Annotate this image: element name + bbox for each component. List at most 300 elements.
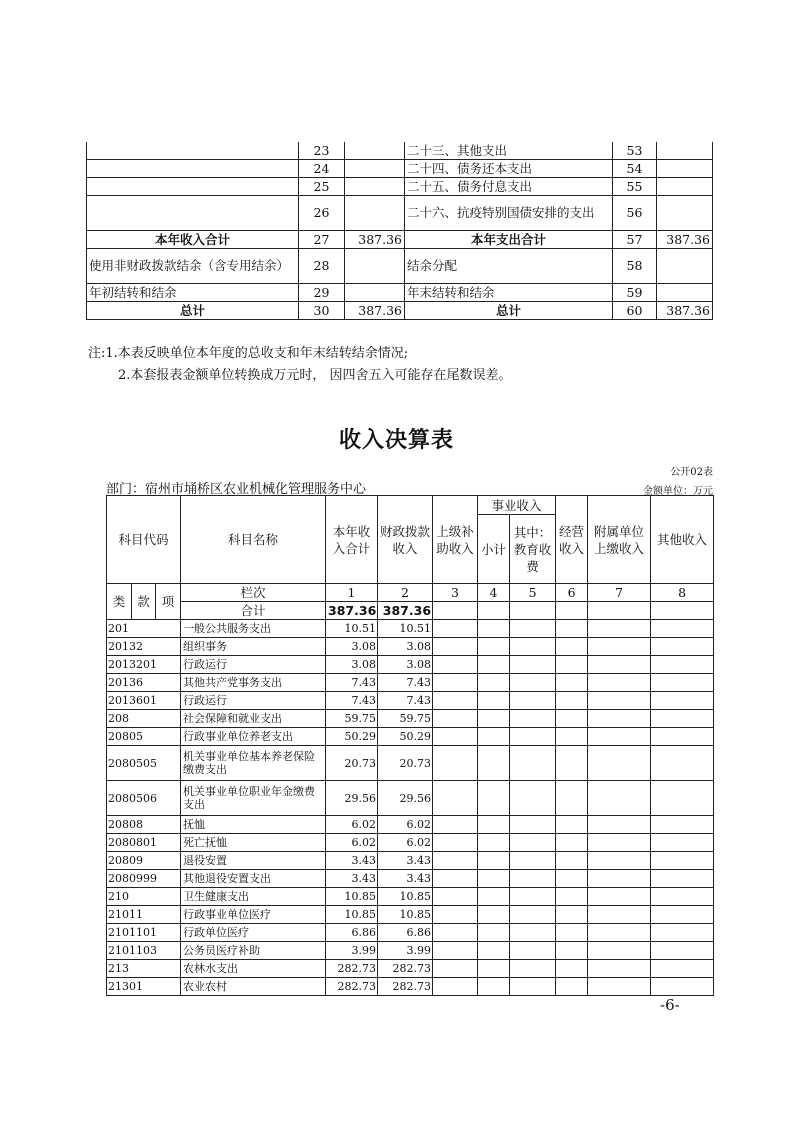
- row-empty-cell: [588, 656, 651, 674]
- row-empty-cell: [588, 960, 651, 978]
- row-name: 抚恤: [181, 816, 326, 834]
- row-empty-cell: [433, 781, 478, 816]
- summary-left-value: [345, 160, 405, 178]
- row-code: 2013201: [107, 656, 181, 674]
- sum-total: 387.36: [326, 602, 378, 620]
- row-fiscal: 10.85: [378, 906, 433, 924]
- row-total: 59.75: [326, 710, 378, 728]
- row-empty-cell: [556, 888, 588, 906]
- row-empty-cell: [433, 852, 478, 870]
- income-table: [106, 495, 714, 996]
- row-empty-cell: [588, 924, 651, 942]
- row-code: 210: [107, 888, 181, 906]
- col-number: 4: [478, 584, 510, 602]
- summary-right-value: [657, 142, 713, 160]
- summary-left-label: [87, 142, 299, 160]
- row-empty-cell: [433, 870, 478, 888]
- col-number: 7: [588, 584, 651, 602]
- row-empty-cell: [651, 834, 714, 852]
- summary-right-value: [657, 160, 713, 178]
- summary-right-label: 结余分配: [405, 249, 613, 284]
- col-number: 1: [326, 584, 378, 602]
- summary-left-label: [87, 160, 299, 178]
- header-fiscal: 财政拨款收入: [378, 496, 433, 584]
- summary-row: [87, 231, 713, 249]
- row-empty-cell: [433, 906, 478, 924]
- row-empty-cell: [478, 834, 510, 852]
- row-code: 20136: [107, 674, 181, 692]
- row-empty-cell: [433, 978, 478, 996]
- row-fiscal: 59.75: [378, 710, 433, 728]
- row-fiscal: 3.08: [378, 638, 433, 656]
- row-total: 282.73: [326, 960, 378, 978]
- table-row: [107, 906, 714, 924]
- row-total: 3.08: [326, 656, 378, 674]
- row-empty-cell: [510, 746, 556, 781]
- row-empty-cell: [651, 638, 714, 656]
- row-name: 公务员医疗补助: [181, 942, 326, 960]
- row-fiscal: 50.29: [378, 728, 433, 746]
- sum-label: 合计: [181, 602, 326, 620]
- row-empty-cell: [478, 620, 510, 638]
- row-empty-cell: [588, 674, 651, 692]
- row-empty-cell: [478, 888, 510, 906]
- page-title: 收入决算表: [338, 428, 454, 453]
- row-fiscal: 3.08: [378, 656, 433, 674]
- summary-right-number: 55: [613, 178, 657, 196]
- row-total: 3.99: [326, 942, 378, 960]
- row-code: 20132: [107, 638, 181, 656]
- header-superior: 上级补助收入: [433, 496, 478, 584]
- header-business-subtotal: 小计: [478, 515, 510, 584]
- row-name: 行政事业单位养老支出: [181, 728, 326, 746]
- header-name: 科目名称: [181, 496, 326, 584]
- row-empty-cell: [556, 906, 588, 924]
- summary-right-value: [657, 284, 713, 302]
- row-name: 其他退役安置支出: [181, 870, 326, 888]
- header-xiang: 项: [156, 584, 181, 620]
- summary-row: [87, 249, 713, 284]
- form-number: 公开02表: [670, 467, 713, 478]
- summary-left-number: 27: [299, 231, 345, 249]
- summary-left-number: 26: [299, 196, 345, 231]
- summary-row: [87, 178, 713, 196]
- row-empty-cell: [510, 960, 556, 978]
- row-fiscal: 6.02: [378, 834, 433, 852]
- header-code: 科目代码: [107, 496, 181, 584]
- row-empty-cell: [651, 674, 714, 692]
- row-empty-cell: [556, 816, 588, 834]
- summary-left-value: [345, 284, 405, 302]
- summary-right-label: 年末结转和结余: [405, 284, 613, 302]
- table-row: [107, 870, 714, 888]
- row-empty-cell: [433, 746, 478, 781]
- summary-left-value: 387.36: [345, 231, 405, 249]
- row-name: 机关事业单位职业年金缴费支出: [181, 781, 326, 816]
- header-business-edu: 其中：教育收费: [510, 515, 556, 584]
- summary-right-number: 53: [613, 142, 657, 160]
- row-code: 2080505: [107, 746, 181, 781]
- row-total: 10.51: [326, 620, 378, 638]
- row-total: 282.73: [326, 978, 378, 996]
- table-row: [107, 834, 714, 852]
- summary-row: [87, 142, 713, 160]
- summary-right-number: 58: [613, 249, 657, 284]
- row-empty-cell: [651, 924, 714, 942]
- table-row: [107, 746, 714, 781]
- row-name: 行政单位医疗: [181, 924, 326, 942]
- row-fiscal: 7.43: [378, 674, 433, 692]
- row-empty-cell: [556, 942, 588, 960]
- row-empty-cell: [510, 692, 556, 710]
- row-empty-cell: [651, 816, 714, 834]
- row-empty-cell: [510, 728, 556, 746]
- summary-left-number: 24: [299, 160, 345, 178]
- row-empty-cell: [478, 728, 510, 746]
- summary-left-label: [87, 178, 299, 196]
- summary-left-number: 29: [299, 284, 345, 302]
- row-empty-cell: [478, 942, 510, 960]
- summary-right-value: [657, 178, 713, 196]
- row-empty-cell: [651, 710, 714, 728]
- row-empty-cell: [478, 781, 510, 816]
- summary-right-value: 387.36: [657, 231, 713, 249]
- row-empty-cell: [478, 692, 510, 710]
- row-total: 20.73: [326, 746, 378, 781]
- row-empty-cell: [651, 870, 714, 888]
- col-number: 2: [378, 584, 433, 602]
- row-empty-cell: [510, 638, 556, 656]
- row-empty-cell: [588, 888, 651, 906]
- row-empty-cell: [478, 656, 510, 674]
- row-empty-cell: [588, 942, 651, 960]
- summary-left-number: 25: [299, 178, 345, 196]
- summary-right-number: 54: [613, 160, 657, 178]
- summary-right-label: 总计: [405, 302, 613, 320]
- row-fiscal: 6.86: [378, 924, 433, 942]
- summary-left-number: 30: [299, 302, 345, 320]
- header-row: [107, 496, 714, 515]
- row-empty-cell: [478, 978, 510, 996]
- row-code: 201: [107, 620, 181, 638]
- header-other: 其他收入: [651, 496, 714, 584]
- summary-left-value: [345, 142, 405, 160]
- row-empty-cell: [556, 728, 588, 746]
- row-code: 2080801: [107, 834, 181, 852]
- row-empty-cell: [588, 852, 651, 870]
- summary-left-value: 387.36: [345, 302, 405, 320]
- summary-right-number: 57: [613, 231, 657, 249]
- row-empty-cell: [588, 978, 651, 996]
- row-fiscal: 282.73: [378, 978, 433, 996]
- row-name: 其他共产党事务支出: [181, 674, 326, 692]
- row-name: 死亡抚恤: [181, 834, 326, 852]
- row-fiscal: 3.43: [378, 870, 433, 888]
- row-total: 29.56: [326, 781, 378, 816]
- row-empty-cell: [556, 852, 588, 870]
- row-code: 2101103: [107, 942, 181, 960]
- row-empty-cell: [433, 638, 478, 656]
- col-number: 3: [433, 584, 478, 602]
- row-empty-cell: [588, 620, 651, 638]
- table-row: [107, 942, 714, 960]
- header-kuan: 款: [132, 584, 156, 620]
- row-code: 213: [107, 960, 181, 978]
- row-empty-cell: [433, 960, 478, 978]
- row-empty-cell: [588, 746, 651, 781]
- row-empty-cell: [651, 781, 714, 816]
- row-empty-cell: [651, 978, 714, 996]
- note-2: 2.本套报表金额单位转换成万元时， 因四舍五入可能存在尾数误差。: [118, 368, 512, 383]
- row-empty-cell: [433, 816, 478, 834]
- row-code: 208: [107, 710, 181, 728]
- table-row: [107, 728, 714, 746]
- summary-left-number: 28: [299, 249, 345, 284]
- row-empty-cell: [588, 781, 651, 816]
- row-name: 行政事业单位医疗: [181, 906, 326, 924]
- table-row: [107, 924, 714, 942]
- row-empty-cell: [556, 674, 588, 692]
- row-total: 10.85: [326, 906, 378, 924]
- row-total: 3.43: [326, 870, 378, 888]
- row-total: 10.85: [326, 888, 378, 906]
- row-total: 50.29: [326, 728, 378, 746]
- row-empty-cell: [433, 728, 478, 746]
- row-empty-cell: [510, 942, 556, 960]
- row-empty-cell: [510, 781, 556, 816]
- row-fiscal: 3.43: [378, 852, 433, 870]
- row-name: 组织事务: [181, 638, 326, 656]
- row-code: 21301: [107, 978, 181, 996]
- summary-right-value: [657, 249, 713, 284]
- row-code: 20805: [107, 728, 181, 746]
- row-empty-cell: [651, 692, 714, 710]
- col-label: 栏次: [181, 584, 326, 602]
- unit-label: 金额单位：万元: [643, 486, 713, 497]
- row-empty-cell: [478, 746, 510, 781]
- row-total: 6.02: [326, 816, 378, 834]
- row-empty-cell: [556, 834, 588, 852]
- row-code: 20808: [107, 816, 181, 834]
- row-empty-cell: [651, 888, 714, 906]
- row-fiscal: 3.99: [378, 942, 433, 960]
- header-affiliated: 附属单位上缴收入: [588, 496, 651, 584]
- col-number-row: [107, 584, 714, 602]
- table-row: [107, 960, 714, 978]
- summary-right-label: 二十四、债务还本支出: [405, 160, 613, 178]
- summary-right-number: 59: [613, 284, 657, 302]
- sum-fiscal: 387.36: [378, 602, 433, 620]
- table-row: [107, 852, 714, 870]
- row-total: 7.43: [326, 674, 378, 692]
- row-code: 20809: [107, 852, 181, 870]
- row-empty-cell: [588, 692, 651, 710]
- row-empty-cell: [510, 674, 556, 692]
- row-fiscal: 6.02: [378, 816, 433, 834]
- row-empty-cell: [478, 924, 510, 942]
- row-empty-cell: [510, 656, 556, 674]
- row-fiscal: 29.56: [378, 781, 433, 816]
- row-empty-cell: [433, 942, 478, 960]
- col-number: 8: [651, 584, 714, 602]
- row-empty-cell: [433, 924, 478, 942]
- row-empty-cell: [556, 924, 588, 942]
- summary-right-number: 60: [613, 302, 657, 320]
- row-fiscal: 7.43: [378, 692, 433, 710]
- row-empty-cell: [556, 638, 588, 656]
- department-label: 部门：宿州市埇桥区农业机械化管理服务中心: [106, 482, 367, 497]
- row-empty-cell: [556, 960, 588, 978]
- col-number: 5: [510, 584, 556, 602]
- summary-right-label: 二十三、其他支出: [405, 142, 613, 160]
- note-1: 注:1.本表反映单位本年度的总收支和年末结转结余情况;: [88, 346, 409, 361]
- row-empty-cell: [556, 656, 588, 674]
- row-empty-cell: [556, 781, 588, 816]
- table-row: [107, 816, 714, 834]
- row-name: 行政运行: [181, 656, 326, 674]
- summary-row: [87, 302, 713, 320]
- row-empty-cell: [510, 924, 556, 942]
- sum-row: [107, 602, 714, 620]
- table-row: [107, 781, 714, 816]
- row-empty-cell: [510, 906, 556, 924]
- table-row: [107, 978, 714, 996]
- row-empty-cell: [510, 710, 556, 728]
- row-empty-cell: [433, 620, 478, 638]
- row-total: 3.43: [326, 852, 378, 870]
- row-empty-cell: [478, 674, 510, 692]
- table-row: [107, 638, 714, 656]
- table-row: [107, 620, 714, 638]
- row-empty-cell: [651, 620, 714, 638]
- row-empty-cell: [556, 746, 588, 781]
- summary-row: [87, 196, 713, 231]
- row-empty-cell: [433, 888, 478, 906]
- row-code: 21011: [107, 906, 181, 924]
- row-empty-cell: [651, 852, 714, 870]
- row-name: 卫生健康支出: [181, 888, 326, 906]
- summary-left-label: [87, 196, 299, 231]
- row-empty-cell: [510, 852, 556, 870]
- row-empty-cell: [433, 656, 478, 674]
- row-empty-cell: [478, 960, 510, 978]
- row-empty-cell: [510, 888, 556, 906]
- summary-right-label: 本年支出合计: [405, 231, 613, 249]
- row-name: 退役安置: [181, 852, 326, 870]
- row-code: 2013601: [107, 692, 181, 710]
- row-empty-cell: [651, 728, 714, 746]
- row-empty-cell: [510, 870, 556, 888]
- summary-left-value: [345, 178, 405, 196]
- row-name: 农业农村: [181, 978, 326, 996]
- row-empty-cell: [651, 906, 714, 924]
- row-empty-cell: [433, 692, 478, 710]
- summary-row: [87, 284, 713, 302]
- row-empty-cell: [510, 620, 556, 638]
- row-empty-cell: [510, 834, 556, 852]
- summary-table: [86, 142, 713, 320]
- row-fiscal: 10.85: [378, 888, 433, 906]
- header-business-group: 事业收入: [478, 496, 556, 515]
- row-name: 农林水支出: [181, 960, 326, 978]
- row-empty-cell: [556, 692, 588, 710]
- summary-right-label: 二十六、抗疫特别国债安排的支出: [405, 196, 613, 231]
- table-row: [107, 656, 714, 674]
- row-empty-cell: [588, 906, 651, 924]
- row-fiscal: 282.73: [378, 960, 433, 978]
- row-total: 3.08: [326, 638, 378, 656]
- summary-row: [87, 160, 713, 178]
- row-empty-cell: [556, 620, 588, 638]
- col-number: 6: [556, 584, 588, 602]
- summary-left-number: 23: [299, 142, 345, 160]
- summary-left-label: 使用非财政拨款结余（含专用结余）: [87, 249, 299, 284]
- row-total: 6.02: [326, 834, 378, 852]
- summary-right-number: 56: [613, 196, 657, 231]
- row-empty-cell: [588, 710, 651, 728]
- summary-right-label: 二十五、债务付息支出: [405, 178, 613, 196]
- row-empty-cell: [651, 942, 714, 960]
- summary-left-value: [345, 249, 405, 284]
- row-empty-cell: [556, 978, 588, 996]
- row-code: 2101101: [107, 924, 181, 942]
- row-name: 社会保障和就业支出: [181, 710, 326, 728]
- row-empty-cell: [433, 834, 478, 852]
- row-empty-cell: [510, 978, 556, 996]
- table-row: [107, 692, 714, 710]
- summary-right-value: [657, 196, 713, 231]
- table-row: [107, 674, 714, 692]
- summary-left-label: 年初结转和结余: [87, 284, 299, 302]
- row-empty-cell: [588, 816, 651, 834]
- header-lei: 类: [107, 584, 132, 620]
- row-empty-cell: [510, 816, 556, 834]
- summary-right-value: 387.36: [657, 302, 713, 320]
- row-empty-cell: [478, 710, 510, 728]
- header-total: 本年收入合计: [326, 496, 378, 584]
- row-name: 机关事业单位基本养老保险缴费支出: [181, 746, 326, 781]
- row-total: 7.43: [326, 692, 378, 710]
- row-empty-cell: [651, 746, 714, 781]
- row-empty-cell: [556, 870, 588, 888]
- row-empty-cell: [478, 906, 510, 924]
- summary-left-label: 总计: [87, 302, 299, 320]
- row-empty-cell: [588, 870, 651, 888]
- row-code: 2080999: [107, 870, 181, 888]
- row-empty-cell: [588, 834, 651, 852]
- row-name: 一般公共服务支出: [181, 620, 326, 638]
- row-fiscal: 20.73: [378, 746, 433, 781]
- row-fiscal: 10.51: [378, 620, 433, 638]
- row-empty-cell: [433, 710, 478, 728]
- summary-left-value: [345, 196, 405, 231]
- row-empty-cell: [588, 728, 651, 746]
- row-total: 6.86: [326, 924, 378, 942]
- header-operating: 经营收入: [556, 496, 588, 584]
- table-row: [107, 888, 714, 906]
- row-empty-cell: [588, 638, 651, 656]
- row-name: 行政运行: [181, 692, 326, 710]
- summary-left-label: 本年收入合计: [87, 231, 299, 249]
- row-empty-cell: [651, 656, 714, 674]
- row-empty-cell: [651, 960, 714, 978]
- row-empty-cell: [556, 710, 588, 728]
- row-empty-cell: [478, 852, 510, 870]
- page-number: -6-: [660, 996, 680, 1014]
- row-empty-cell: [478, 816, 510, 834]
- row-empty-cell: [478, 870, 510, 888]
- row-code: 2080506: [107, 781, 181, 816]
